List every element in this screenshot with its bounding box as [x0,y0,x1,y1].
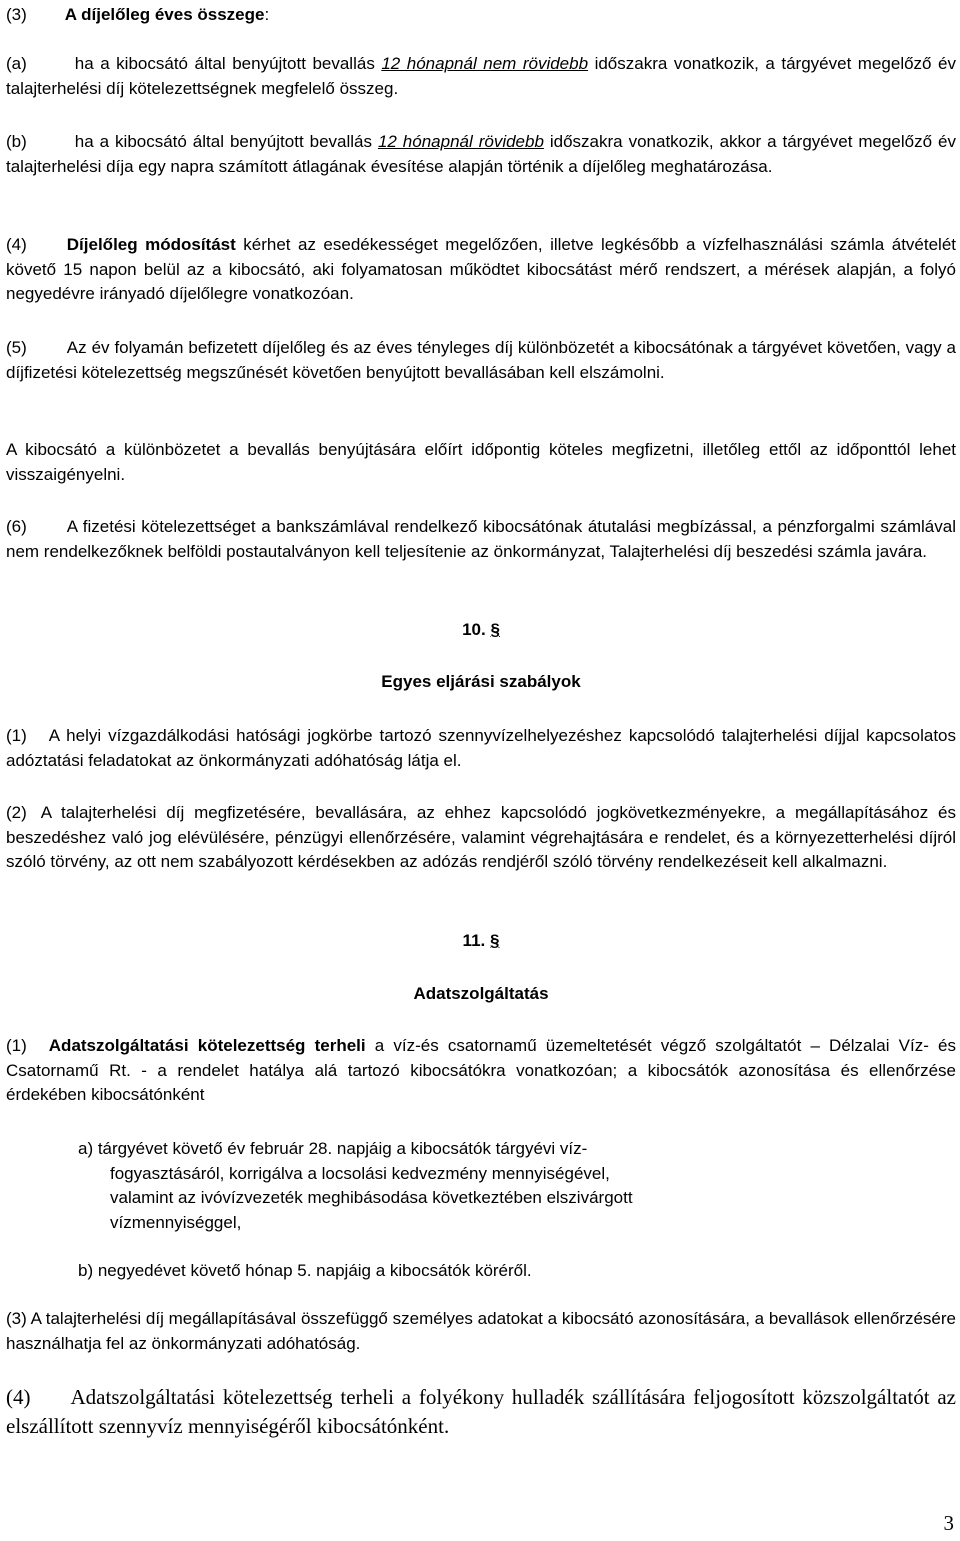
section-10-p1-text: A helyi vízgazdálkodási hatósági jogkörbe tartozó szennyvízelhelyezéshez kapcsolódó talajterhelési díjjal kapcsolatos adóztatási feladatokat az önkormányzati adóhatóság látja el. [6,726,956,770]
paragraph-5 [6,336,956,385]
list-a-line-1: a) tárgyévet követő év február 28. napjáig a kibocsátók tárgyévi víz- [78,1139,588,1158]
paragraph-5-label: (5) [6,338,27,357]
section-11-p1-text: a víz-és csatornamű üzemeltetését végző szolgáltatót – Délzalai Víz- és Csatornamű Rt. - a rendelet hatálya alá tartozó kibocsátókra vonatkozóan; a kibocsátók azonosítása és ellenőrzése érdekében kibocsátónként [6,1036,956,1104]
paragraph-5b-text: A kibocsátó a különbözetet a bevallás benyújtására előírt időpontig köteles megfizetni, illetőleg ettől az időponttól lehet visszaigényelni. [6,440,956,484]
section-10-p2-text: A talajterhelési díj megfizetésére, bevallására, az ehhez kapcsolódó jogkövetkezményekre, a megállapításához és beszedéshez való jog elévülésére, pénzügyi ellenőrzésére, valamint végrehajtására e rendelet, és a környezetterhelési díjról szóló törvény, az ott nem szabályozott kérdésekben az adózás rendjéről szóló törvény rendelkezéseit kell alkalmazni. [6,803,956,871]
section-11-number [6,929,956,954]
paragraph-a-label: (a) [6,54,27,73]
paragraph-b-post: időszakra vonatkozik, akkor a tárgyévet megelőző év talajterhelési díja egy napra számított átlagának évesítése alapján történik a díjelőleg meghatározása. [6,132,956,176]
paragraph-6-label: (6) [6,517,27,536]
section-10-p1-label: (1) [6,726,27,745]
list-item-a [6,1137,956,1235]
paragraph-a-emphasis: 12 hónapnál nem rövidebb [381,54,589,73]
page-number: 3 [943,1511,954,1535]
paragraph-a-pre: ha a kibocsátó által benyújtott bevallás [74,54,382,73]
paragraph-b-label: (b) [6,132,27,151]
section-10-p2-label: (2) [6,803,27,822]
paragraph-b [6,130,956,179]
paragraph-5-text: Az év folyamán befizetett díjelőleg és az éves tényleges díj különbözetét a kibocsátónak a tárgyévet követően, vagy a díjfizetési kötelezettség megszűnését követően benyújtott bevallásában kell elszámolni. [6,338,956,382]
paragraph-6-text: A fizetési kötelezettséget a bankszámlával rendelkező kibocsátónak átutalási megbízással, a pénzforgalmi számlával nem rendelkezőknek belföldi postautalványon kell teljesítenie az önkormányzat, Talajterhelési díj beszedési számla javára. [6,517,956,561]
paragraph-4-text: kérhet az esedékességet megelőzően, illetve legkésőbb a vízfelhasználási számla átvételét követő 15 napon belül az a kibocsátó, aki folyamatosan működtet kibocsátást mérő rendszert, a mérések alapján, a folyó negyedévre irányadó díjelőlegre vonatkozóan. [6,235,957,303]
section-3-heading [6,3,269,28]
paragraph-b-pre: ha a kibocsátó által benyújtott bevallás [74,132,378,151]
list-b-text: b) negyedévet követő hónap 5. napjáig a kibocsátók köréről. [78,1261,532,1280]
section-11-p4-label: (4) [6,1385,31,1409]
section-11-paragraph-4 [6,1383,956,1441]
paragraph-a-post: időszakra vonatkozik, a tárgyévet megelőző év talajterhelési díj kötelezettségnek megfelelő összeg. [6,54,956,98]
section-3-number: (3) [6,5,27,24]
paragraph-4 [6,233,956,307]
section-11-sign: § [489,931,500,950]
section-10-title: Egyes eljárási szabályok [381,672,581,691]
list-a-line-2: fogyasztásáról, korrigálva a locsolási kedvezmény mennyiségével, [110,1163,610,1183]
section-10-sign: § [490,620,500,639]
paragraph-4-label: (4) [6,235,27,254]
list-a-line-4: vízmennyiséggel, [110,1212,242,1232]
list-item-b [6,1259,956,1284]
paragraph-6 [6,515,956,564]
section-11-p1-bold: Adatszolgáltatási kötelezettség terheli [48,1036,366,1055]
paragraph-a [6,52,956,101]
section-3-colon: : [264,5,270,24]
paragraph-4-bold: Díjelőleg módosítást [66,235,236,254]
section-10-number [6,618,956,643]
section-3-title: A díjelőleg éves összege [64,5,265,24]
section-10-num: 10. [462,620,486,639]
section-11-paragraph-3 [6,1307,956,1356]
paragraph-b-emphasis: 12 hónapnál rövidebb [377,132,544,151]
section-10-paragraph-2 [6,801,956,875]
section-11-p3-text: A talajterhelési díj megállapításával összefüggő személyes adatokat a kibocsátó azonosítására, a bevallások ellenőrzésére használhatja fel az önkormányzati adóhatóság. [6,1309,956,1353]
section-11-p4-text: Adatszolgáltatási kötelezettség terheli a folyékony hulladék szállítására feljogosított közszolgáltatót az elszállított szennyvíz mennyiségéről kibocsátónként. [6,1385,956,1438]
section-11-title: Adatszolgáltatás [413,984,549,1003]
section-11-paragraph-1 [6,1034,956,1108]
section-10-paragraph-1 [6,724,956,773]
section-11-num: 11. [462,931,486,950]
section-11-p3-label: (3) [6,1309,27,1328]
list-a-line-3: valamint az ivóvízvezeték meghibásodása következtében elszivárgott [110,1188,633,1207]
paragraph-5b [6,438,956,487]
section-11-p1-label: (1) [6,1036,27,1055]
